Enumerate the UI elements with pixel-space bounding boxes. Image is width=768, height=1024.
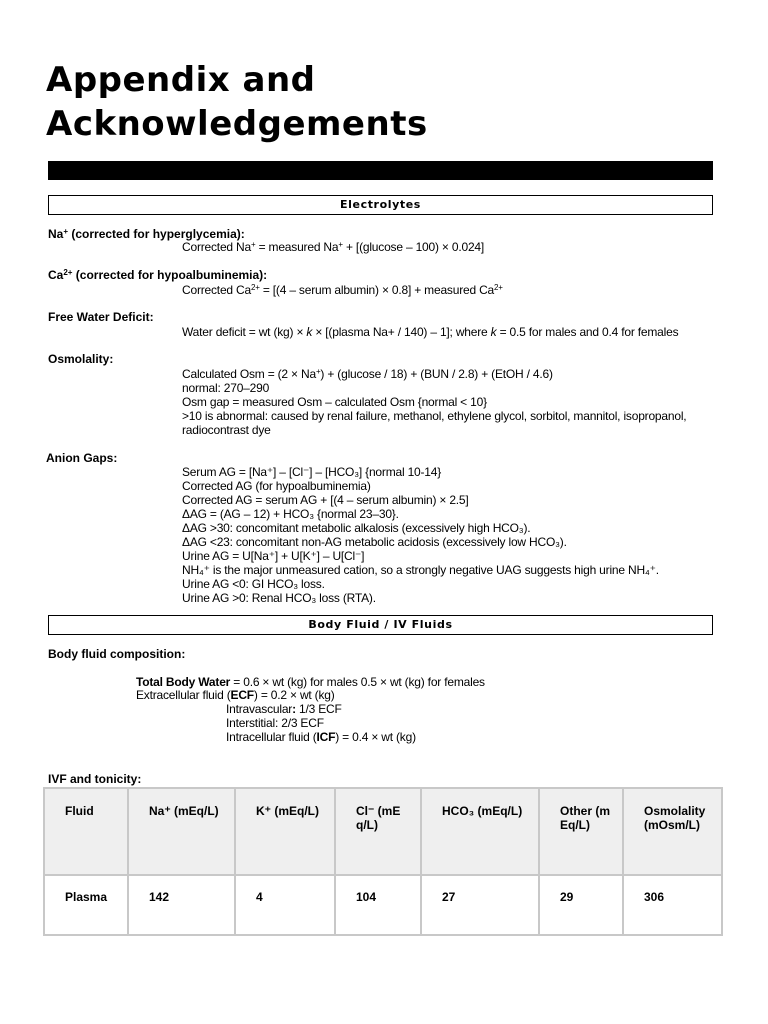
ivf-table: [43, 787, 723, 936]
page-title-line-2: Acknowledgements: [46, 104, 428, 144]
section-header-body-fluid: Body Fluid / IV Fluids: [48, 615, 713, 635]
osmolality-gap: Osm gap = measured Osm – calculated Osm {normal < 10}: [182, 395, 487, 409]
column-header-sodium: Na⁺ (mEq/L): [128, 788, 235, 875]
free-water-formula: Water deficit = wt (kg) × k × [(plasma Na+ / 140) – 1]; where k = 0.5 for males and 0.4 for females: [182, 325, 679, 339]
column-header-potassium: K⁺ (mEq/L): [235, 788, 335, 875]
osmolality-normal: normal: 270–290: [182, 381, 270, 395]
table-cell: 306: [623, 875, 722, 935]
anion-gap-line: Corrected AG (for hypoalbuminemia): [182, 479, 371, 493]
table-cell: 29: [539, 875, 623, 935]
ecf-line: Extracellular fluid (ECF) = 0.2 × wt (kg): [136, 688, 335, 702]
osmolality-heading: Osmolality:: [48, 352, 114, 366]
table-cell: Plasma: [44, 875, 128, 935]
page-title: [46, 58, 686, 146]
anion-gap-line: Serum AG = [Na⁺] – [Cl⁻] – [HCO₃] {normal 10-14}: [182, 465, 442, 479]
body-fluid-composition-heading: Body fluid composition:: [48, 647, 186, 661]
table-cell: 27: [421, 875, 539, 935]
icf-line: Intracellular fluid (ICF) = 0.4 × wt (kg): [226, 730, 416, 744]
anion-gap-line: Corrected AG = serum AG + [(4 – serum albumin) × 2.5]: [182, 493, 469, 507]
section-header-electrolytes: Electrolytes: [48, 195, 713, 215]
osmolality-abnormal: >10 is abnormal: caused by renal failure, methanol, ethylene glycol, sorbitol, mannitol, isopropanol,: [182, 409, 687, 423]
column-header-osmolality: Osmolality (mOsm/L): [623, 788, 722, 875]
sodium-heading: Na+ (corrected for hyperglycemia):: [48, 227, 245, 241]
osmolality-calc: Calculated Osm = (2 × Na+) + (glucose / 18) + (BUN / 2.8) + (EtOH / 4.6): [182, 367, 553, 381]
column-header-bicarbonate: HCO₃ (mEq/L): [421, 788, 539, 875]
anion-gap-line: ΔAG = (AG – 12) + HCO₃ {normal 23–30}.: [182, 507, 399, 521]
anion-gap-heading: Anion Gaps:: [46, 451, 118, 465]
column-header-fluid: Fluid: [44, 788, 128, 875]
table-cell: 104: [335, 875, 421, 935]
ivf-tonicity-heading: IVF and tonicity:: [48, 772, 142, 786]
anion-gap-line: Urine AG <0: GI HCO₃ loss.: [182, 577, 325, 591]
table-header-row: [44, 788, 722, 875]
anion-gap-line: NH₄⁺ is the major unmeasured cation, so a strongly negative UAG suggests high urine NH₄⁺.: [182, 563, 659, 577]
interstitial-line: Interstitial: 2/3 ECF: [226, 716, 324, 730]
free-water-heading: Free Water Deficit:: [48, 310, 154, 324]
table-row: [44, 875, 722, 935]
osmolality-abnormal-cont: radiocontrast dye: [182, 423, 271, 437]
sodium-formula: Corrected Na+ = measured Na+ + [(glucose – 100) × 0.024]: [182, 240, 485, 254]
table-cell: 142: [128, 875, 235, 935]
calcium-heading: $Ca^{2+}$ (corrected for hypoalbuminemia):: [48, 268, 268, 282]
page-title-line-1: Appendix and: [46, 60, 316, 100]
column-header-other: Other (mEq/L): [539, 788, 623, 875]
column-header-chloride: Cl⁻ (mEq/L): [335, 788, 421, 875]
intravascular-line: Intravascular: 1/3 ECF: [226, 702, 342, 716]
table-cell: 4: [235, 875, 335, 935]
calcium-formula: Corrected $Ca^{2+} = [(4$ – serum albumin) × 0.8] + measured $Ca^{2+}$: [182, 283, 503, 297]
title-divider-bar: [48, 161, 713, 180]
anion-gap-line: ΔAG >30: concomitant metabolic alkalosis (excessively high HCO₃).: [182, 521, 531, 535]
anion-gap-line: Urine AG = U[Na⁺] + U[K⁺] – U[Cl⁻]: [182, 549, 365, 563]
anion-gap-line: Urine AG >0: Renal HCO₃ loss (RTA).: [182, 591, 376, 605]
anion-gap-line: ΔAG <23: concomitant non-AG metabolic acidosis (excessively low HCO₃).: [182, 535, 567, 549]
total-body-water-line: Total Body Water = 0.6 × wt (kg) for males 0.5 × wt (kg) for females: [136, 675, 485, 689]
